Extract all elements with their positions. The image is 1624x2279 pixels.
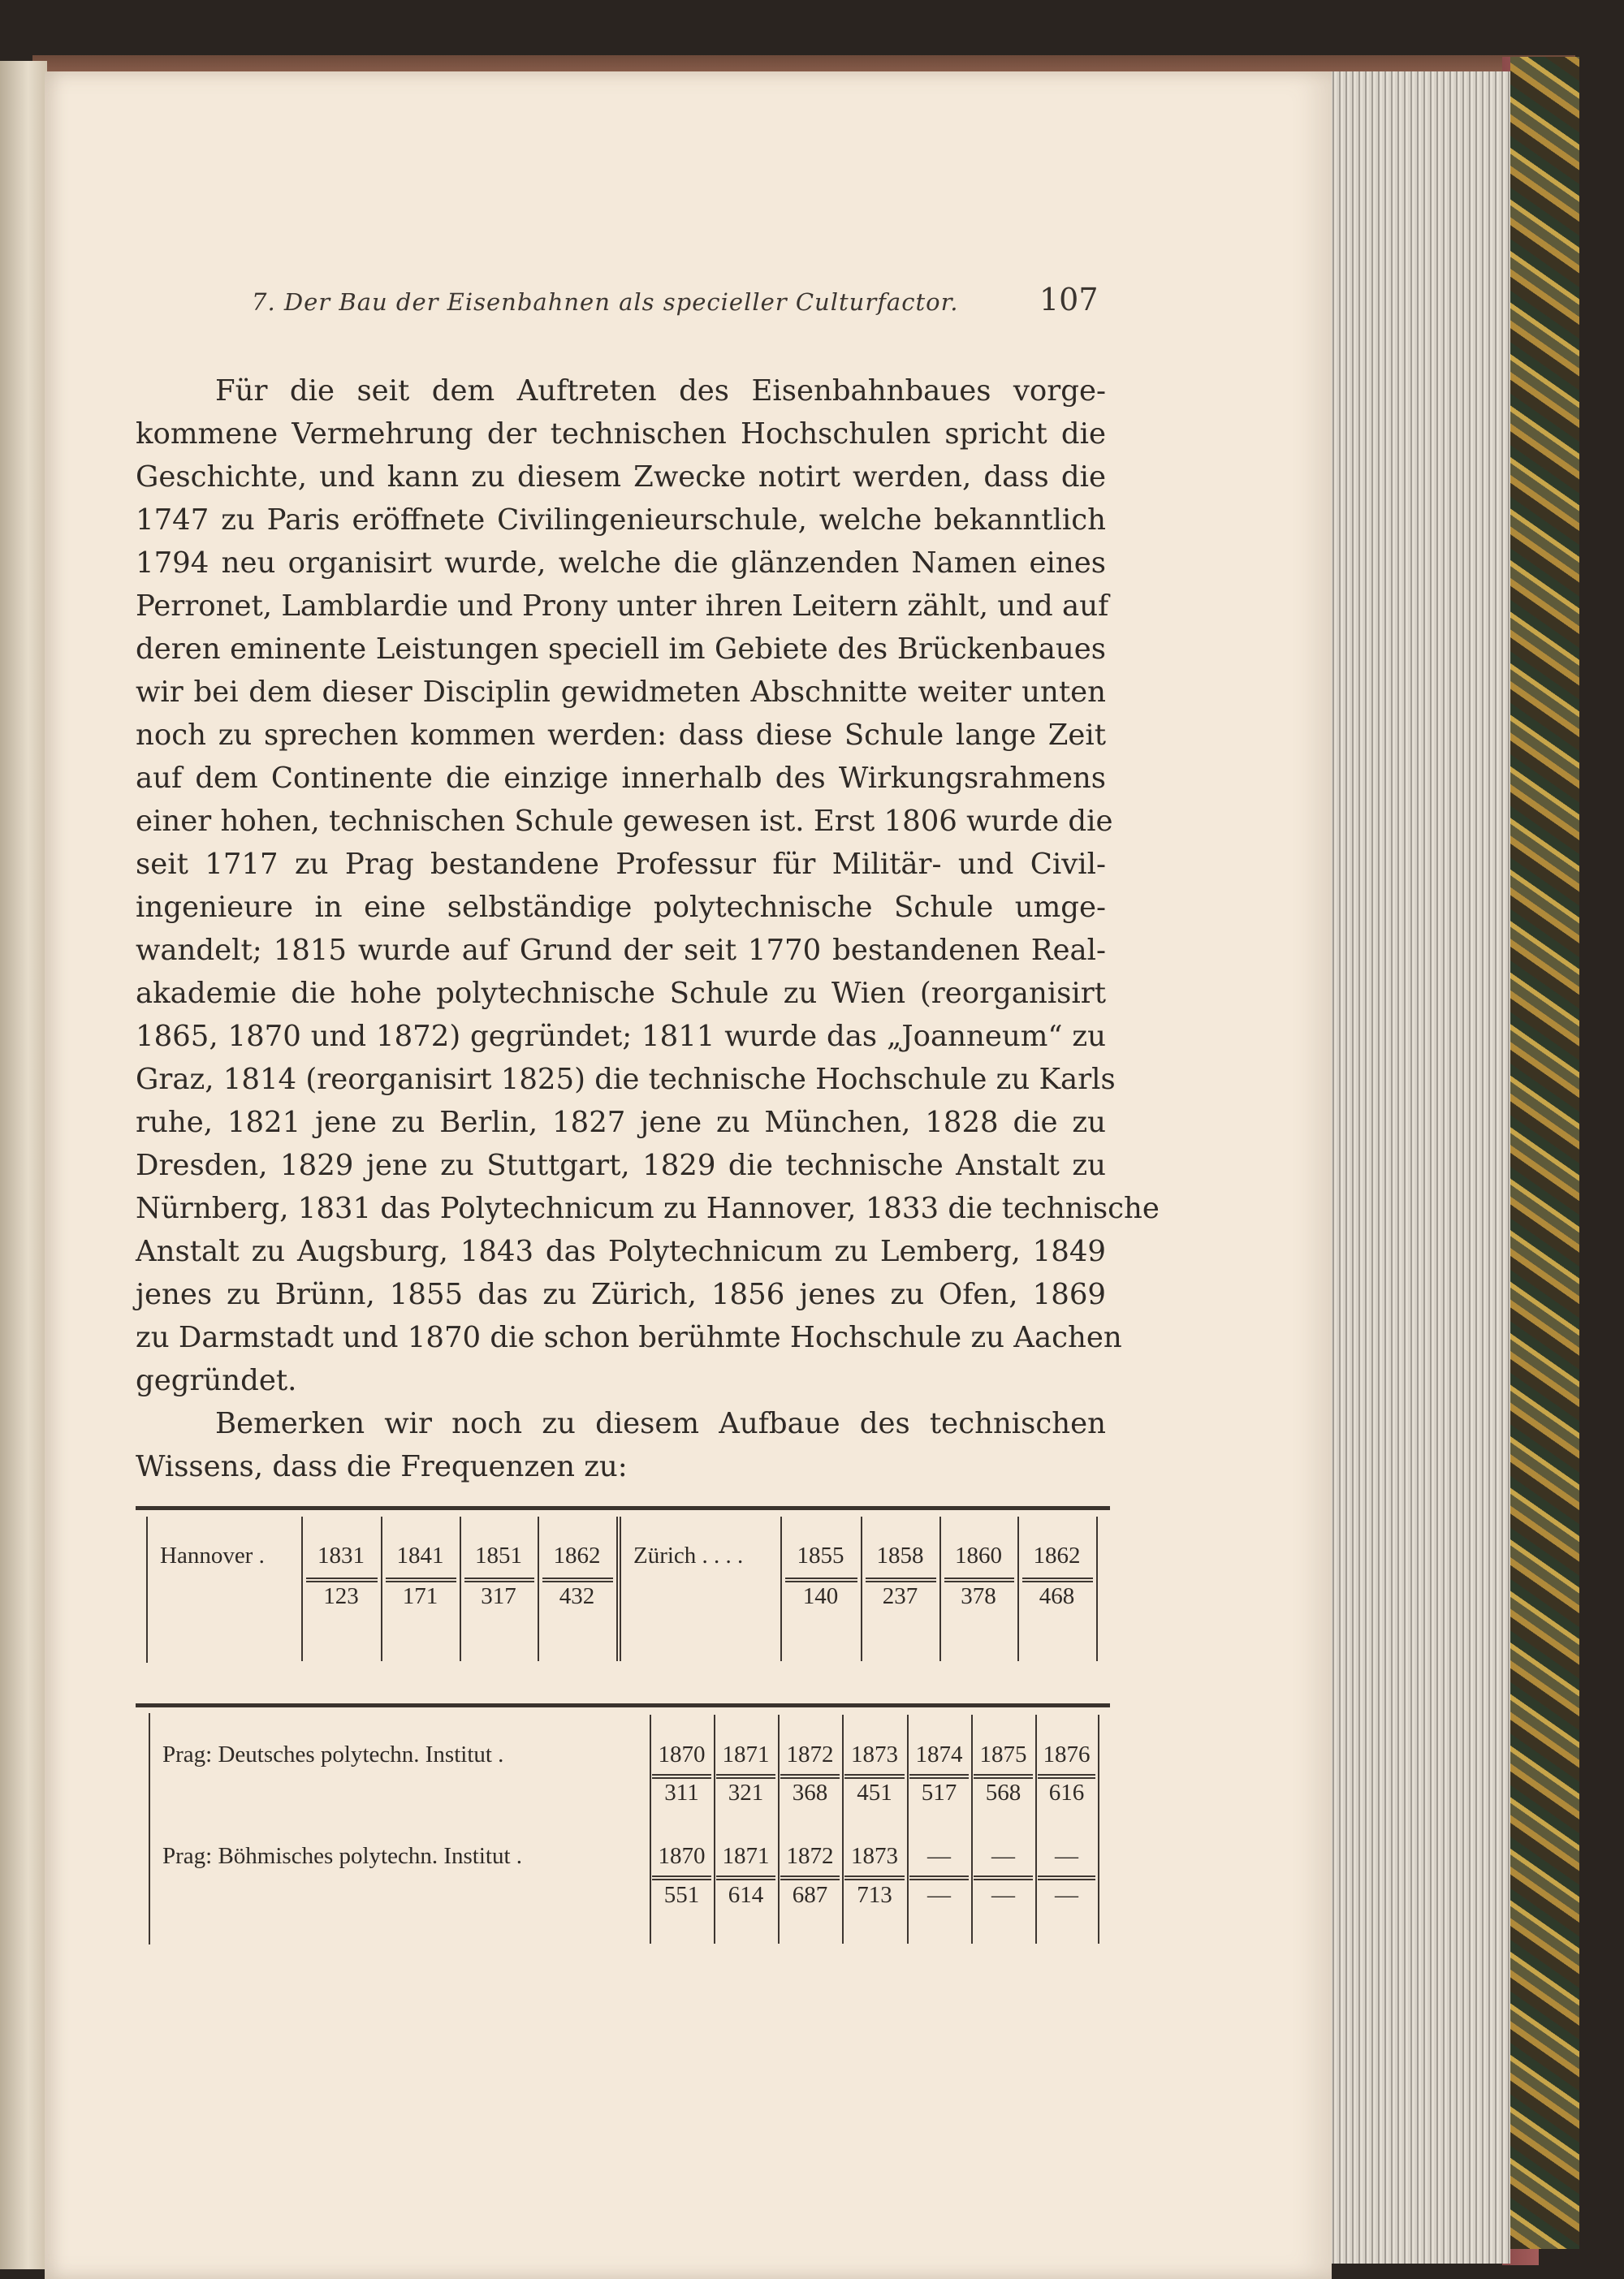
double-rule: [306, 1578, 378, 1582]
marbled-cover: [1510, 57, 1579, 2249]
table-row-label: Prag: Deutsches polytechn. Institut .: [162, 1742, 504, 1768]
year-cell: 1873: [851, 1843, 898, 1869]
text-line: Wissens, dass die Frequenzen zu:: [136, 1450, 628, 1483]
value-cell: —: [991, 1882, 1015, 1908]
year-cell: 1870: [658, 1742, 706, 1768]
year-cell: 1876: [1043, 1742, 1091, 1768]
table-top-rule: [136, 1703, 1110, 1707]
double-rule: [1022, 1578, 1093, 1582]
year-cell: 1872: [786, 1843, 834, 1869]
double-rule: [716, 1875, 775, 1880]
value-cell: 311: [664, 1780, 699, 1806]
text-line: einer hohen, technischen Schule gewesen ist. Erst 1806 wurde die: [136, 805, 1113, 838]
double-rule: [974, 1774, 1033, 1779]
value-cell: 713: [857, 1882, 892, 1908]
value-cell: 123: [323, 1583, 359, 1609]
value-cell: 368: [792, 1780, 828, 1806]
double-rule: [785, 1578, 857, 1582]
value-cell: 321: [728, 1780, 764, 1806]
double-rule: [780, 1875, 840, 1880]
value-cell: 614: [728, 1882, 764, 1908]
double-rule: [844, 1875, 905, 1880]
year-cell: 1841: [396, 1543, 444, 1569]
paragraph: [136, 369, 1160, 1402]
double-rule: [386, 1578, 456, 1582]
double-rule: [1038, 1774, 1095, 1779]
text-line: Anstalt zu Augsburg, 1843 das Polytechnicum zu Lemberg, 1849: [136, 1235, 1106, 1268]
double-rule: [780, 1774, 840, 1779]
year-cell: 1872: [786, 1742, 834, 1768]
text-line: wir bei dem dieser Disciplin gewidmeten Abschnitte weiter unten: [136, 675, 1106, 709]
text-line: Nürnberg, 1831 das Polytechnicum zu Hannover, 1833 die technische: [136, 1192, 1160, 1225]
text-line: zu Darmstadt und 1870 die schon berühmte Hochschule zu Aachen: [136, 1321, 1122, 1354]
year-cell: 1851: [475, 1543, 522, 1569]
value-cell: 468: [1039, 1583, 1075, 1609]
text-line: deren eminente Leistungen speciell im Gebiete des Brückenbaues: [136, 632, 1106, 666]
year-cell: 1871: [722, 1742, 770, 1768]
year-cell: 1875: [979, 1742, 1027, 1768]
double-rule: [542, 1578, 613, 1582]
text-line: ingenieure in eine selbständige polytechnische Schule umge-: [136, 891, 1106, 924]
text-line: 1794 neu organisirt wurde, welche die glänzenden Namen eines: [136, 546, 1106, 580]
value-cell: —: [1055, 1882, 1078, 1908]
double-rule: [1038, 1875, 1095, 1880]
value-cell: 432: [559, 1583, 595, 1609]
table-row-label: Prag: Böhmisches polytechn. Institut .: [162, 1843, 523, 1869]
double-rule: [652, 1875, 711, 1880]
year-cell: 1860: [955, 1543, 1002, 1569]
value-cell: 237: [882, 1583, 918, 1609]
value-cell: 517: [921, 1780, 957, 1806]
double-rule: [844, 1774, 905, 1779]
column-divider: [1098, 1715, 1099, 1944]
year-cell: —: [927, 1843, 951, 1869]
body-text: [136, 369, 1160, 1488]
double-rule: [866, 1578, 936, 1582]
value-cell: 171: [402, 1583, 438, 1609]
paragraph: [136, 1402, 1106, 1488]
text-line: Bemerken wir noch zu diesem Aufbaue des technischen: [215, 1407, 1106, 1440]
value-cell: 140: [802, 1583, 839, 1609]
value-cell: —: [927, 1882, 951, 1908]
text-line: Dresden, 1829 jene zu Stuttgart, 1829 die technische Anstalt zu: [136, 1149, 1106, 1182]
text-line: kommene Vermehrung der technischen Hochschulen spricht die: [136, 417, 1106, 451]
year-cell: 1870: [658, 1843, 706, 1869]
year-cell: —: [991, 1843, 1015, 1869]
value-cell: 687: [792, 1882, 828, 1908]
text-line: 1865, 1870 und 1872) gegründet; 1811 wurde das „Joanneum“ zu: [136, 1020, 1106, 1053]
year-cell: 1874: [915, 1742, 963, 1768]
value-cell: 551: [663, 1882, 700, 1908]
page-block-edges: [1324, 71, 1510, 2264]
text-line: noch zu sprechen kommen werden: dass diese Schule lange Zeit: [136, 719, 1106, 752]
running-head: 7. Der Bau der Eisenbahnen als specieller Culturfactor.: [252, 288, 959, 316]
page-number: 107: [1039, 282, 1099, 317]
text-line: gegründet.: [136, 1364, 297, 1397]
double-rule: [716, 1774, 775, 1779]
column-divider: [620, 1517, 621, 1661]
text-line: seit 1717 zu Prag bestandene Professur für Militär- und Civil-: [136, 848, 1106, 881]
double-rule: [944, 1578, 1014, 1582]
text-line: auf dem Continente die einzige innerhalb des Wirkungsrahmens: [136, 762, 1106, 795]
text-line: Für die seit dem Auftreten des Eisenbahnbaues vorge-: [215, 374, 1106, 408]
year-cell: —: [1055, 1843, 1078, 1869]
table-row-label: Hannover .: [160, 1543, 265, 1569]
text-line: Geschichte, und kann zu diesem Zwecke notirt werden, dass die: [136, 460, 1106, 494]
text-line: jenes zu Brünn, 1855 das zu Zürich, 1856 jenes zu Ofen, 1869: [136, 1278, 1106, 1311]
text-line: akademie die hohe polytechnische Schule zu Wien (reorganisirt: [136, 977, 1106, 1010]
year-cell: 1855: [797, 1543, 844, 1569]
double-rule: [974, 1875, 1033, 1880]
year-cell: 1871: [722, 1843, 770, 1869]
value-cell: 568: [985, 1780, 1021, 1806]
column-divider: [616, 1517, 618, 1661]
value-cell: 616: [1048, 1780, 1085, 1806]
text-line: ruhe, 1821 jene zu Berlin, 1827 jene zu München, 1828 die zu: [136, 1106, 1106, 1139]
text-line: wandelt; 1815 wurde auf Grund der seit 1770 bestandenen Real-: [136, 934, 1106, 967]
text-line: Perronet, Lamblardie und Prony unter ihren Leitern zählt, und auf: [136, 589, 1109, 623]
year-cell: 1831: [317, 1543, 365, 1569]
table-top-rule: [136, 1506, 1110, 1510]
text-line: 1747 zu Paris eröffnete Civilingenieurschule, welche bekanntlich: [136, 503, 1106, 537]
table-row-label: Zürich . . . .: [633, 1543, 744, 1569]
year-cell: 1862: [1033, 1543, 1081, 1569]
year-cell: 1858: [876, 1543, 924, 1569]
year-cell: 1862: [553, 1543, 601, 1569]
year-cell: 1873: [851, 1742, 898, 1768]
value-cell: 378: [961, 1583, 996, 1609]
left-page-edge: [0, 61, 47, 2269]
text-line: Graz, 1814 (reorganisirt 1825) die technische Hochschule zu Karls: [136, 1063, 1116, 1096]
double-rule: [652, 1774, 711, 1779]
double-rule: [909, 1774, 969, 1779]
value-cell: 317: [481, 1583, 516, 1609]
double-rule: [464, 1578, 534, 1582]
column-divider: [1096, 1517, 1098, 1661]
table-border: [146, 1517, 148, 1663]
value-cell: 451: [857, 1780, 892, 1806]
double-rule: [909, 1875, 969, 1880]
table-border: [149, 1713, 150, 1944]
